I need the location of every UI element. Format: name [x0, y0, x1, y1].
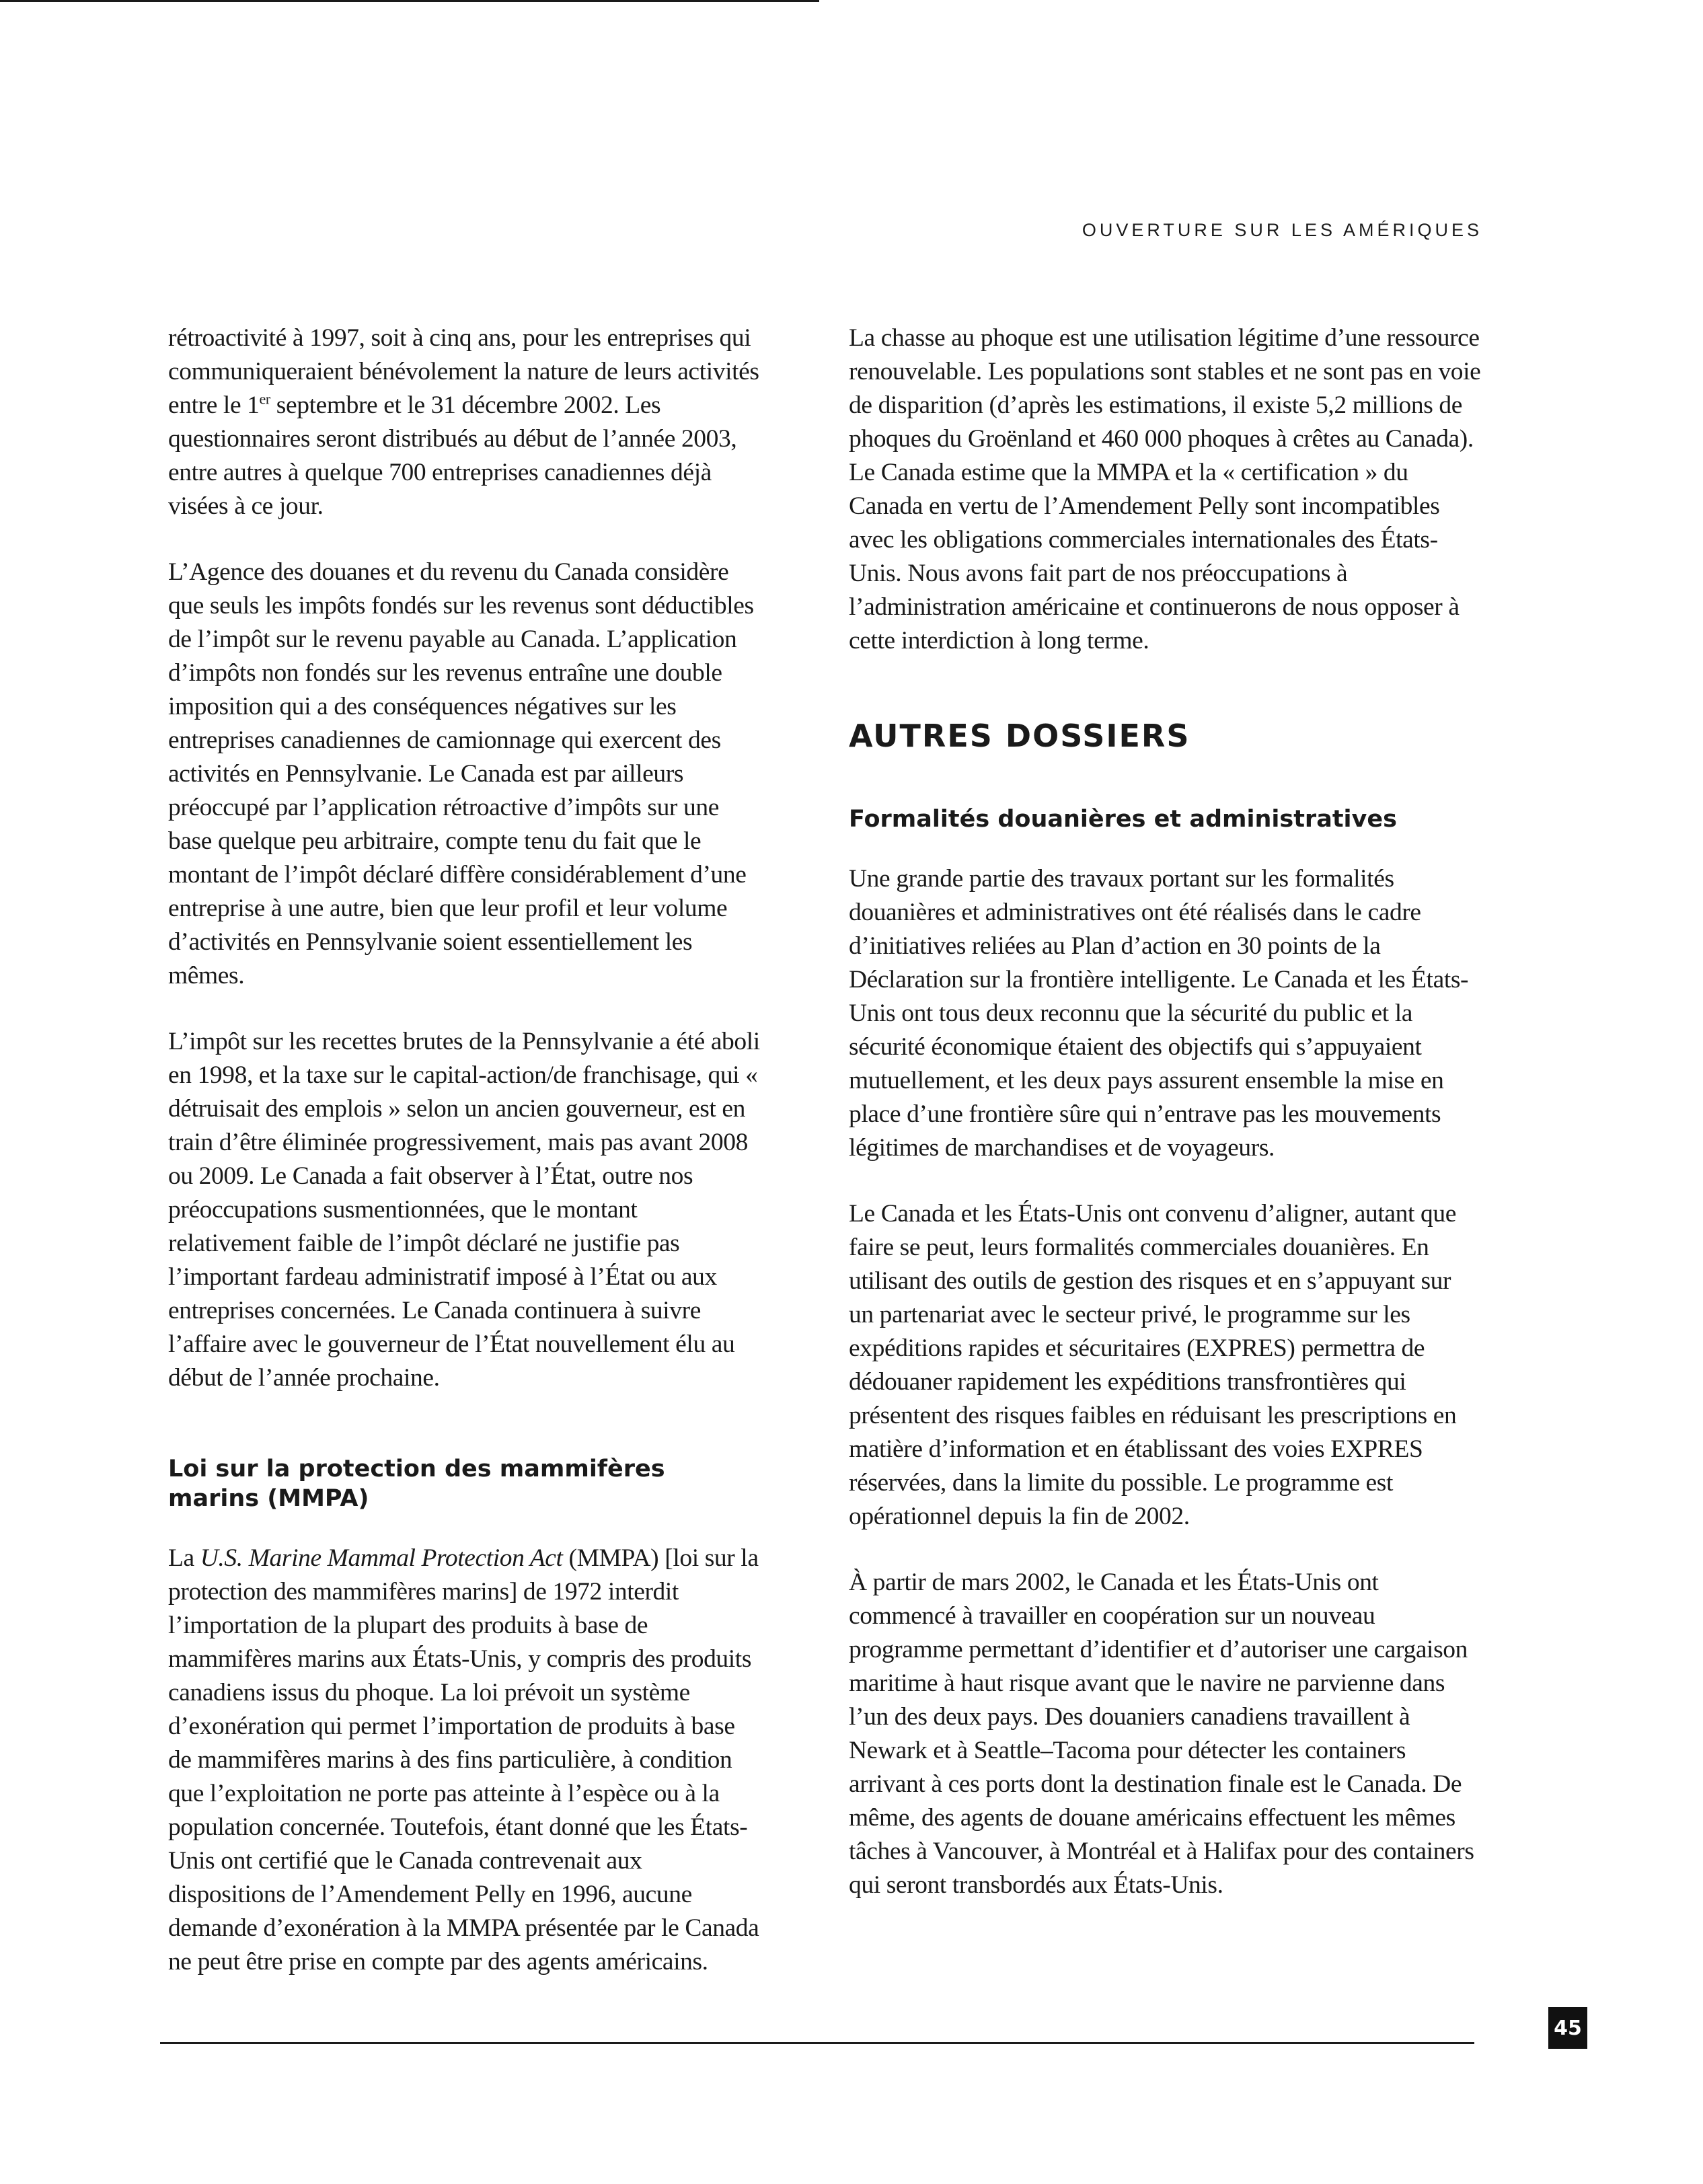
page-number: 45: [1548, 2007, 1587, 2049]
paragraph-text: septembre et le 31 décembre 2002. Les questionnaires seront distribués au début de l’année 2003, entre autres à quelque 700 entreprises canadiennes déjà visées à ce jour.: [168, 391, 737, 520]
paragraph-text: La: [168, 1544, 200, 1572]
heading-mmpa: Loi sur la protection des mammifères marins (MMPA): [168, 1456, 665, 1512]
left-column: [168, 322, 760, 2011]
right-column: [849, 322, 1481, 1934]
paragraph-cargaison-maritime: À partir de mars 2002, le Canada et les États-Unis ont commencé à travailler en coopération sur un nouveau programme permettant d’identifier et d’autoriser une cargaison maritime à haut risque avant que le navire ne parvienne dans l’un des deux pays. Des douaniers canadiens travaillent à Newark et à Seattle–Tacoma pour détecter les containers arrivant à ces ports dont la destination finale est le Canada. De même, des agents de douane américains effectuent les mêmes tâches à Vancouver, à Montréal et à Halifax pour des containers qui seront transbordés aux États-Unis.: [849, 1569, 1474, 1899]
act-title-italic: U.S. Marine Mammal Protection Act: [200, 1544, 563, 1572]
heading-formalites: Formalités douanières et administratives: [849, 806, 1397, 833]
section-heading-autres-dossiers: AUTRES DOSSIERS: [849, 718, 1190, 754]
footer-rule: [160, 2042, 1474, 2044]
superscript-er: er: [259, 390, 270, 408]
running-header: OUVERTURE SUR LES AMÉRIQUES: [1082, 220, 1482, 240]
paragraph-expres: Le Canada et les États-Unis ont convenu d’aligner, autant que faire se peut, leurs formalités commerciales douanières. En utilisant des outils de gestion des risques et en s’appuyant sur un partenariat avec le secteur privé, le programme sur les expéditions rapides et sécuritaires (EXPRES) permettra de dédouaner rapidement les expéditions transfrontières qui présentent des risques faibles en réduisant les prescriptions en matière d’information et en établissant des voies EXPRES réservées, dans la limite du possible. Le programme est opérationnel depuis la fin de 2002.: [849, 1200, 1457, 1530]
paragraph-frontiere-intelligente: Une grande partie des travaux portant sur les formalités douanières et administratives ont été réalisés dans le cadre d’initiatives reliées au Plan d’action en 30 points de la Déclaration sur la frontière intelligente. Le Canada et les États-Unis ont tous deux reconnu que la sécurité du public et la sécurité économique étaient des objectifs qui s’appuyaient mutuellement, et les deux pays assurent ensemble la mise en place d’une frontière sûre qui n’entrave pas les mouvements légitimes de marchandises et de voyageurs.: [849, 865, 1469, 1162]
paragraph-chasse-phoque: La chasse au phoque est une utilisation légitime d’une ressource renouvelable. Les populations sont stables et ne sont pas en voie de disparition (d’après les estimations, il existe 5,2 millions de phoques du Groënland et 460 000 phoques à crêtes au Canada). Le Canada estime que la MMPA et la « certification » du Canada en vertu de l’Amendement Pelly sont incompatibles avec les obligations commerciales internationales des États-Unis. Nous avons fait part de nos préoccupations à l’administration américaine et continuerons de nous opposer à cette interdiction à long terme.: [849, 324, 1481, 654]
paragraph-impot-pennsylvanie: L’impôt sur les recettes brutes de la Pennsylvanie a été aboli en 1998, et la taxe sur le capital-action/de franchisage, qui « détruisait des emplois » selon un ancien gouverneur, est en train d’être éliminée progressivement, mais pas avant 2008 ou 2009. Le Canada a fait observer à l’État, outre nos préoccupations susmentionnées, que le montant relativement faible de l’impôt déclaré ne justifie pas l’important fardeau administratif imposé à l’État ou aux entreprises concernées. Le Canada continuera à suivre l’affaire avec le gouverneur de l’État nouvellement élu au début de l’année prochaine.: [168, 1028, 760, 1392]
paragraph-text: rétroactivité à 1997, soit à cinq ans, pour les entreprises qui communiqueraient bénévolement la nature de leurs activités entre le 1: [168, 324, 759, 419]
paragraph-mmpa: [168, 1542, 760, 1979]
paragraph-text: (MMPA) [loi sur la protection des mammifères marins] de 1972 interdit l’importation de la plupart des produits à base de mammifères marins aux États-Unis, y compris des produits canadiens issus du phoque. La loi prévoit un système d’exonération qui permet l’importation de produits à base de mammifères marins à des fins particulière, à condition que l’exploitation ne porte pas atteinte à l’espèce ou à la population concernée. Toutefois, étant donné que les États-Unis ont certifié que le Canada contrevenait aux dispositions de l’Amendement Pelly en 1996, aucune demande d’exonération à la MMPA présentée par le Canada ne peut être prise en compte par des agents américains.: [168, 1544, 759, 1975]
top-rule: [0, 0, 819, 2]
paragraph-agence-douanes: L’Agence des douanes et du revenu du Canada considère que seuls les impôts fondés sur les revenus sont déductibles de l’impôt sur le revenu payable au Canada. L’application d’impôts non fondés sur les revenus entraîne une double imposition qui a des conséquences négatives sur les entreprises canadiennes de camionnage qui exercent des activités en Pennsylvanie. Le Canada est par ailleurs préoccupé par l’application rétroactive d’impôts sur une base quelque peu arbitraire, compte tenu du fait que le montant de l’impôt déclaré diffère considérablement d’une entreprise à une autre, bien que leur profil et leur volume d’activités en Pennsylvanie soient essentiellement les mêmes.: [168, 558, 754, 989]
paragraph-retroactivite: [168, 322, 760, 523]
